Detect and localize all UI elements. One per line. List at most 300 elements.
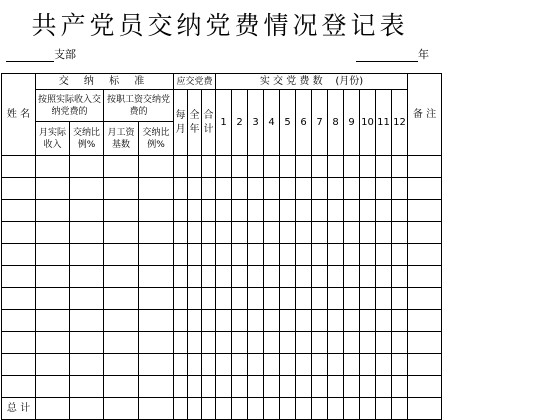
table-cell[interactable] bbox=[202, 200, 216, 222]
table-row bbox=[2, 178, 442, 200]
table-cell[interactable] bbox=[188, 288, 202, 310]
table-cell[interactable] bbox=[312, 288, 328, 310]
table-row bbox=[2, 288, 442, 310]
table-cell[interactable] bbox=[248, 266, 264, 288]
table-cell[interactable] bbox=[174, 310, 188, 332]
branch-blank[interactable] bbox=[6, 49, 54, 62]
table-cell[interactable] bbox=[139, 376, 174, 398]
table-cell[interactable] bbox=[232, 156, 248, 178]
month-10: 10 bbox=[360, 90, 376, 156]
table-cell[interactable] bbox=[296, 310, 312, 332]
table-cell[interactable] bbox=[344, 310, 360, 332]
table-cell[interactable] bbox=[264, 266, 280, 288]
table-cell[interactable] bbox=[312, 376, 328, 398]
table-cell[interactable] bbox=[36, 266, 70, 288]
table-cell[interactable] bbox=[312, 332, 328, 354]
table-cell[interactable] bbox=[188, 398, 202, 420]
table-cell[interactable] bbox=[328, 398, 344, 420]
table-cell[interactable] bbox=[36, 354, 70, 376]
table-cell[interactable] bbox=[280, 178, 296, 200]
table-cell[interactable] bbox=[344, 222, 360, 244]
table-cell[interactable] bbox=[104, 376, 139, 398]
table-cell[interactable] bbox=[70, 266, 104, 288]
header-due: 应交党费 bbox=[174, 74, 216, 90]
table-cell[interactable] bbox=[216, 266, 232, 288]
table-cell[interactable] bbox=[264, 332, 280, 354]
header-remarks: 备 注 bbox=[408, 74, 442, 156]
table-cell[interactable] bbox=[36, 244, 70, 266]
table-cell[interactable] bbox=[280, 376, 296, 398]
table-cell[interactable] bbox=[296, 266, 312, 288]
header-by-income: 按照实际收入交纳党费的 bbox=[36, 90, 104, 122]
table-cell[interactable] bbox=[264, 398, 280, 420]
table-cell[interactable] bbox=[2, 266, 36, 288]
month-11: 11 bbox=[376, 90, 392, 156]
table-cell[interactable] bbox=[232, 398, 248, 420]
table-row bbox=[2, 266, 442, 288]
header-by-wage: 按职工资交纳党费的 bbox=[104, 90, 174, 122]
table-cell[interactable] bbox=[296, 332, 312, 354]
table-cell[interactable] bbox=[408, 178, 442, 200]
table-cell[interactable] bbox=[392, 332, 408, 354]
table-cell[interactable] bbox=[248, 244, 264, 266]
table-cell[interactable] bbox=[248, 178, 264, 200]
table-cell[interactable] bbox=[264, 288, 280, 310]
table-cell[interactable] bbox=[202, 222, 216, 244]
table-cell[interactable] bbox=[280, 398, 296, 420]
table-cell[interactable] bbox=[376, 222, 392, 244]
table-cell[interactable] bbox=[104, 156, 139, 178]
table-cell[interactable] bbox=[264, 156, 280, 178]
table-cell[interactable] bbox=[360, 376, 376, 398]
table-cell[interactable] bbox=[174, 266, 188, 288]
table-cell[interactable] bbox=[296, 156, 312, 178]
table-cell[interactable] bbox=[216, 376, 232, 398]
table-cell[interactable] bbox=[392, 244, 408, 266]
year-label: 年 bbox=[418, 48, 429, 61]
table-cell[interactable] bbox=[188, 200, 202, 222]
table-cell[interactable] bbox=[296, 398, 312, 420]
table-cell[interactable] bbox=[408, 288, 442, 310]
table-cell[interactable] bbox=[408, 244, 442, 266]
table-cell[interactable] bbox=[360, 156, 376, 178]
table-cell[interactable] bbox=[312, 310, 328, 332]
table-cell[interactable] bbox=[344, 266, 360, 288]
table-cell[interactable] bbox=[328, 156, 344, 178]
table-cell[interactable] bbox=[344, 178, 360, 200]
table-cell[interactable] bbox=[202, 156, 216, 178]
month-2: 2 bbox=[232, 90, 248, 156]
table-cell[interactable] bbox=[312, 222, 328, 244]
table-cell[interactable] bbox=[360, 178, 376, 200]
table-cell[interactable] bbox=[328, 178, 344, 200]
table-cell[interactable] bbox=[139, 266, 174, 288]
table-row bbox=[2, 200, 442, 222]
year-blank[interactable] bbox=[356, 49, 418, 62]
table-cell[interactable] bbox=[328, 310, 344, 332]
table-cell[interactable] bbox=[70, 376, 104, 398]
table-cell[interactable] bbox=[264, 200, 280, 222]
month-12: 12 bbox=[392, 90, 408, 156]
table-cell[interactable] bbox=[280, 244, 296, 266]
table-cell[interactable] bbox=[376, 288, 392, 310]
month-3: 3 bbox=[248, 90, 264, 156]
table-cell[interactable] bbox=[2, 310, 36, 332]
table-cell[interactable] bbox=[232, 288, 248, 310]
table-cell[interactable] bbox=[328, 332, 344, 354]
table-cell[interactable] bbox=[36, 200, 70, 222]
table-cell[interactable] bbox=[360, 288, 376, 310]
table-row bbox=[2, 156, 442, 178]
table-cell[interactable] bbox=[376, 200, 392, 222]
total-label: 总 计 bbox=[2, 398, 36, 420]
table-cell[interactable] bbox=[344, 332, 360, 354]
table-cell[interactable] bbox=[296, 288, 312, 310]
table-cell[interactable] bbox=[344, 398, 360, 420]
table-cell[interactable] bbox=[248, 398, 264, 420]
table-cell[interactable] bbox=[70, 398, 104, 420]
table-cell[interactable] bbox=[70, 178, 104, 200]
table-cell[interactable] bbox=[139, 200, 174, 222]
table-cell[interactable] bbox=[70, 310, 104, 332]
table-cell[interactable] bbox=[248, 310, 264, 332]
table-cell[interactable] bbox=[139, 178, 174, 200]
table-cell[interactable] bbox=[360, 354, 376, 376]
table-cell[interactable] bbox=[36, 222, 70, 244]
table-cell[interactable] bbox=[344, 244, 360, 266]
table-cell[interactable] bbox=[104, 288, 139, 310]
table-cell[interactable] bbox=[328, 244, 344, 266]
table-cell[interactable] bbox=[202, 178, 216, 200]
table-cell[interactable] bbox=[344, 156, 360, 178]
table-cell[interactable] bbox=[2, 244, 36, 266]
table-cell[interactable] bbox=[328, 376, 344, 398]
table-cell[interactable] bbox=[280, 332, 296, 354]
header-ratio-wage: 交纳比例% bbox=[139, 122, 174, 156]
table-cell[interactable] bbox=[344, 376, 360, 398]
table-cell[interactable] bbox=[328, 222, 344, 244]
table-cell[interactable] bbox=[392, 288, 408, 310]
table-cell[interactable] bbox=[392, 222, 408, 244]
table-cell[interactable] bbox=[280, 310, 296, 332]
table-cell[interactable] bbox=[232, 310, 248, 332]
table-cell[interactable] bbox=[70, 288, 104, 310]
table-cell[interactable] bbox=[70, 332, 104, 354]
table-cell[interactable] bbox=[216, 310, 232, 332]
header-ratio-income: 交纳比例% bbox=[70, 122, 104, 156]
header-name: 姓 名 bbox=[2, 74, 36, 156]
table-cell[interactable] bbox=[376, 354, 392, 376]
table-cell[interactable] bbox=[188, 310, 202, 332]
table-cell[interactable] bbox=[232, 266, 248, 288]
table-cell[interactable] bbox=[376, 156, 392, 178]
table-cell[interactable] bbox=[408, 376, 442, 398]
table-cell[interactable] bbox=[70, 222, 104, 244]
table-cell[interactable] bbox=[344, 200, 360, 222]
table-cell[interactable] bbox=[188, 178, 202, 200]
table-cell[interactable] bbox=[188, 156, 202, 178]
table-cell[interactable] bbox=[188, 266, 202, 288]
table-cell[interactable] bbox=[232, 244, 248, 266]
table-cell[interactable] bbox=[312, 244, 328, 266]
table-cell[interactable] bbox=[174, 200, 188, 222]
table-cell[interactable] bbox=[328, 354, 344, 376]
table-cell[interactable] bbox=[376, 310, 392, 332]
table-cell[interactable] bbox=[312, 156, 328, 178]
total-row bbox=[2, 398, 442, 420]
table-cell[interactable] bbox=[2, 332, 36, 354]
table-cell[interactable] bbox=[232, 222, 248, 244]
header-monthly-wage: 月工资基数 bbox=[104, 122, 139, 156]
table-cell[interactable] bbox=[104, 244, 139, 266]
table-cell[interactable] bbox=[174, 222, 188, 244]
table-cell[interactable] bbox=[392, 310, 408, 332]
header-paid-label: 实 交 党 费 数 bbox=[259, 75, 323, 87]
table-cell[interactable] bbox=[174, 376, 188, 398]
table-cell[interactable] bbox=[216, 200, 232, 222]
table-cell[interactable] bbox=[174, 244, 188, 266]
header-by-month: (月份) bbox=[335, 75, 364, 87]
month-1: 1 bbox=[216, 90, 232, 156]
header-total: 合计 bbox=[202, 90, 216, 156]
table-cell[interactable] bbox=[296, 244, 312, 266]
table-cell[interactable] bbox=[104, 354, 139, 376]
month-9: 9 bbox=[344, 90, 360, 156]
table-cell[interactable] bbox=[36, 156, 70, 178]
month-6: 6 bbox=[296, 90, 312, 156]
table-cell[interactable] bbox=[392, 266, 408, 288]
table-cell[interactable] bbox=[296, 200, 312, 222]
table-cell[interactable] bbox=[312, 266, 328, 288]
table-cell[interactable] bbox=[376, 244, 392, 266]
table-cell[interactable] bbox=[328, 266, 344, 288]
table-cell[interactable] bbox=[36, 398, 70, 420]
table-cell[interactable] bbox=[139, 156, 174, 178]
table-cell[interactable] bbox=[376, 332, 392, 354]
table-cell[interactable] bbox=[408, 266, 442, 288]
table-cell[interactable] bbox=[104, 222, 139, 244]
table-cell[interactable] bbox=[248, 222, 264, 244]
table-cell[interactable] bbox=[360, 398, 376, 420]
table-cell[interactable] bbox=[408, 354, 442, 376]
table-cell[interactable] bbox=[280, 222, 296, 244]
table-cell[interactable] bbox=[174, 156, 188, 178]
table-cell[interactable] bbox=[36, 288, 70, 310]
table-cell[interactable] bbox=[174, 288, 188, 310]
table-cell[interactable] bbox=[408, 200, 442, 222]
header-monthly-income: 月实际收入 bbox=[36, 122, 70, 156]
table-cell[interactable] bbox=[280, 288, 296, 310]
table-cell[interactable] bbox=[296, 178, 312, 200]
month-8: 8 bbox=[328, 90, 344, 156]
table-cell[interactable] bbox=[312, 354, 328, 376]
table-row bbox=[2, 310, 442, 332]
table-cell[interactable] bbox=[280, 200, 296, 222]
table-cell[interactable] bbox=[296, 354, 312, 376]
table-cell[interactable] bbox=[216, 222, 232, 244]
table-cell[interactable] bbox=[188, 222, 202, 244]
table-cell[interactable] bbox=[376, 178, 392, 200]
table-cell[interactable] bbox=[202, 244, 216, 266]
header-standard: 交 纳 标 准 bbox=[36, 74, 174, 90]
month-5: 5 bbox=[280, 90, 296, 156]
table-cell[interactable] bbox=[202, 288, 216, 310]
table-cell[interactable] bbox=[2, 178, 36, 200]
table-cell[interactable] bbox=[248, 288, 264, 310]
table-cell[interactable] bbox=[408, 222, 442, 244]
table-cell[interactable] bbox=[312, 200, 328, 222]
table-cell[interactable] bbox=[36, 332, 70, 354]
table-cell[interactable] bbox=[360, 310, 376, 332]
branch-field bbox=[6, 46, 76, 62]
table-cell[interactable] bbox=[264, 222, 280, 244]
table-cell[interactable] bbox=[376, 398, 392, 420]
table-cell[interactable] bbox=[174, 398, 188, 420]
table-cell[interactable] bbox=[392, 376, 408, 398]
table-cell[interactable] bbox=[188, 244, 202, 266]
table-cell[interactable] bbox=[264, 354, 280, 376]
table-cell[interactable] bbox=[188, 376, 202, 398]
table-cell[interactable] bbox=[216, 398, 232, 420]
table-cell[interactable] bbox=[104, 332, 139, 354]
table-cell[interactable] bbox=[248, 376, 264, 398]
table-row bbox=[2, 354, 442, 376]
table-cell[interactable] bbox=[232, 200, 248, 222]
table-cell[interactable] bbox=[174, 332, 188, 354]
table-cell[interactable] bbox=[202, 266, 216, 288]
table-cell[interactable] bbox=[232, 354, 248, 376]
table-cell[interactable] bbox=[344, 354, 360, 376]
table-row bbox=[2, 222, 442, 244]
table-cell[interactable] bbox=[216, 156, 232, 178]
table-cell[interactable] bbox=[2, 200, 36, 222]
table-cell[interactable] bbox=[264, 310, 280, 332]
table-cell[interactable] bbox=[264, 178, 280, 200]
table-cell[interactable] bbox=[2, 222, 36, 244]
table-cell[interactable] bbox=[232, 376, 248, 398]
table-cell[interactable] bbox=[70, 156, 104, 178]
table-cell[interactable] bbox=[360, 222, 376, 244]
table-cell[interactable] bbox=[392, 156, 408, 178]
table-cell[interactable] bbox=[264, 244, 280, 266]
table-cell[interactable] bbox=[344, 288, 360, 310]
table-cell[interactable] bbox=[312, 398, 328, 420]
table-cell[interactable] bbox=[360, 266, 376, 288]
table-cell[interactable] bbox=[360, 244, 376, 266]
table-cell[interactable] bbox=[2, 376, 36, 398]
table-cell[interactable] bbox=[202, 376, 216, 398]
month-4: 4 bbox=[264, 90, 280, 156]
table-cell[interactable] bbox=[376, 266, 392, 288]
table-cell[interactable] bbox=[216, 178, 232, 200]
table-cell[interactable] bbox=[232, 178, 248, 200]
table-cell[interactable] bbox=[36, 310, 70, 332]
table-cell[interactable] bbox=[104, 398, 139, 420]
table-cell[interactable] bbox=[2, 288, 36, 310]
table-cell[interactable] bbox=[216, 244, 232, 266]
table-cell[interactable] bbox=[296, 222, 312, 244]
table-cell[interactable] bbox=[376, 376, 392, 398]
table-cell[interactable] bbox=[408, 332, 442, 354]
table-cell[interactable] bbox=[280, 156, 296, 178]
table-cell[interactable] bbox=[264, 376, 280, 398]
table-cell[interactable] bbox=[248, 354, 264, 376]
table-cell[interactable] bbox=[36, 376, 70, 398]
table-cell[interactable] bbox=[216, 332, 232, 354]
table-cell[interactable] bbox=[280, 266, 296, 288]
table-cell[interactable] bbox=[202, 354, 216, 376]
branch-label: 支部 bbox=[54, 48, 76, 61]
table-cell[interactable] bbox=[216, 354, 232, 376]
table-cell[interactable] bbox=[139, 244, 174, 266]
table-cell[interactable] bbox=[174, 178, 188, 200]
header-full-year: 全年 bbox=[188, 90, 202, 156]
table-cell[interactable] bbox=[70, 354, 104, 376]
table-cell[interactable] bbox=[392, 398, 408, 420]
dues-register-table bbox=[1, 73, 442, 420]
table-cell[interactable] bbox=[70, 200, 104, 222]
year-field bbox=[356, 46, 429, 62]
table-cell[interactable] bbox=[104, 266, 139, 288]
table-cell[interactable] bbox=[392, 178, 408, 200]
table-cell[interactable] bbox=[232, 332, 248, 354]
table-row bbox=[2, 376, 442, 398]
table-cell[interactable] bbox=[280, 354, 296, 376]
table-row bbox=[2, 332, 442, 354]
table-cell[interactable] bbox=[392, 200, 408, 222]
table-cell[interactable] bbox=[174, 354, 188, 376]
table-cell[interactable] bbox=[202, 310, 216, 332]
table-cell[interactable] bbox=[312, 178, 328, 200]
table-cell[interactable] bbox=[139, 288, 174, 310]
table-cell[interactable] bbox=[36, 178, 70, 200]
table-cell[interactable] bbox=[104, 310, 139, 332]
table-cell[interactable] bbox=[408, 310, 442, 332]
table-cell[interactable] bbox=[248, 332, 264, 354]
month-7: 7 bbox=[312, 90, 328, 156]
table-cell[interactable] bbox=[104, 200, 139, 222]
table-cell[interactable] bbox=[202, 398, 216, 420]
table-cell[interactable] bbox=[139, 332, 174, 354]
table-cell[interactable] bbox=[408, 156, 442, 178]
header-per-month: 每月 bbox=[174, 90, 188, 156]
table-cell[interactable] bbox=[188, 354, 202, 376]
header-paid bbox=[216, 74, 408, 90]
table-cell[interactable] bbox=[104, 178, 139, 200]
table-cell[interactable] bbox=[188, 332, 202, 354]
table-cell[interactable] bbox=[202, 332, 216, 354]
table-cell[interactable] bbox=[248, 156, 264, 178]
table-cell[interactable] bbox=[139, 398, 174, 420]
table-cell[interactable] bbox=[360, 200, 376, 222]
table-row bbox=[2, 244, 442, 266]
table-cell[interactable] bbox=[139, 310, 174, 332]
table-cell[interactable] bbox=[392, 354, 408, 376]
table-cell[interactable] bbox=[328, 200, 344, 222]
page-title: 共产党员交纳党费情况登记表 bbox=[31, 11, 409, 40]
table-cell[interactable] bbox=[296, 376, 312, 398]
table-cell[interactable] bbox=[2, 354, 36, 376]
table-cell[interactable] bbox=[360, 332, 376, 354]
table-cell[interactable] bbox=[408, 398, 442, 420]
table-cell[interactable] bbox=[139, 222, 174, 244]
table-cell[interactable] bbox=[2, 156, 36, 178]
table-cell[interactable] bbox=[139, 354, 174, 376]
table-cell[interactable] bbox=[216, 288, 232, 310]
table-cell[interactable] bbox=[328, 288, 344, 310]
table-cell[interactable] bbox=[248, 200, 264, 222]
table-cell[interactable] bbox=[70, 244, 104, 266]
